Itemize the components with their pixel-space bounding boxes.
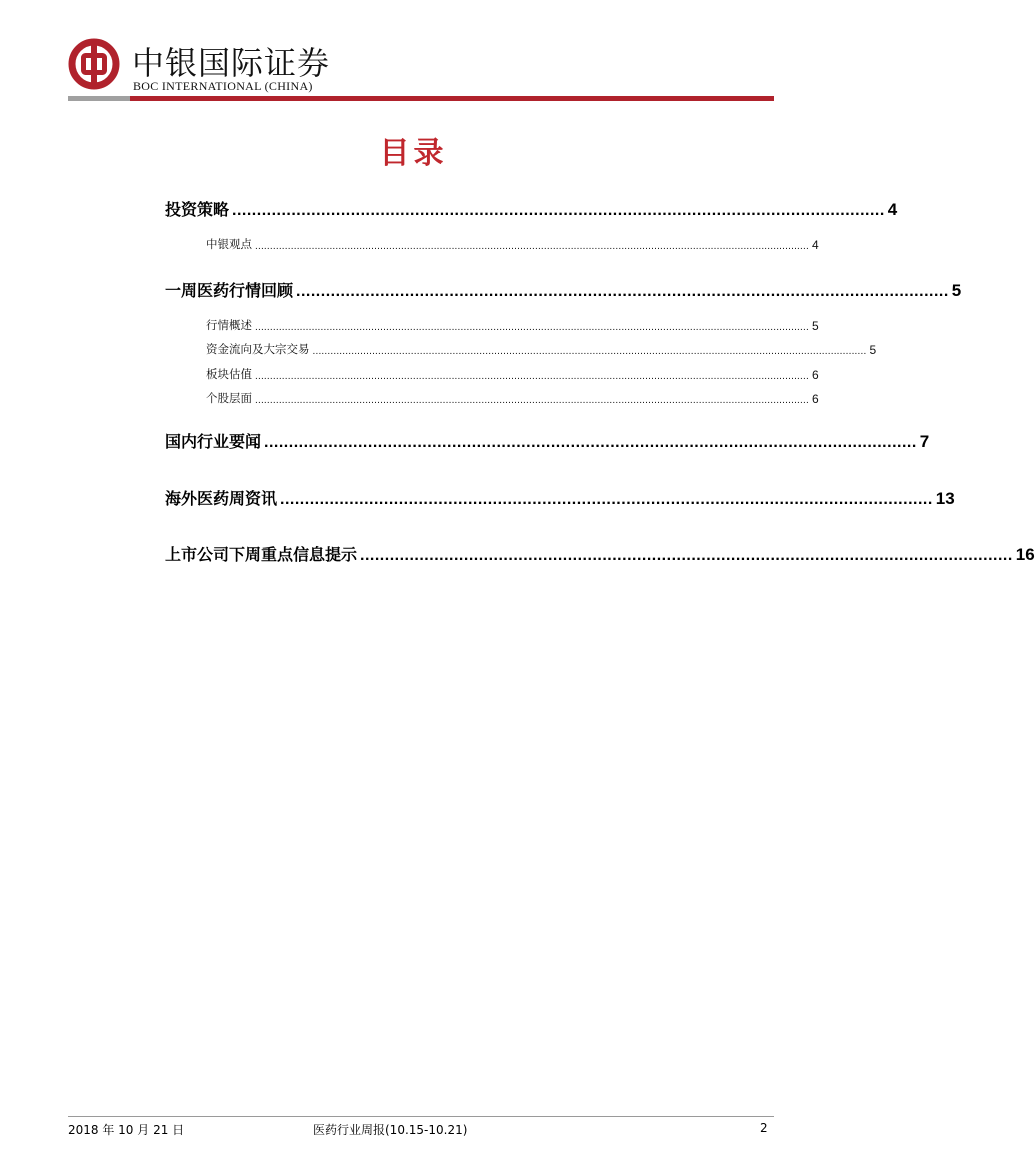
header-rule-red	[130, 96, 774, 101]
toc-entry[interactable]	[206, 341, 877, 357]
toc-leader: ..........................................................................................................................................................................................	[255, 241, 809, 252]
toc-entry-page: 5	[869, 343, 877, 357]
toc-entry-page: 7	[919, 432, 930, 451]
toc-leader: ..........................................................................................................................................................................................	[255, 395, 809, 406]
toc-leader: ..........................................................................................................................................................................................	[255, 322, 809, 333]
toc-entry[interactable]	[165, 487, 955, 509]
toc-entry[interactable]	[206, 236, 819, 252]
toc-entry[interactable]	[165, 198, 898, 220]
toc-entry-page: 4	[811, 238, 819, 252]
toc-entry-page: 4	[887, 200, 898, 219]
brand-name-english: BOC INTERNATIONAL (CHINA)	[133, 79, 313, 93]
toc-entry-label: 海外医药周资讯	[165, 489, 278, 508]
page-title: 目录	[379, 136, 448, 171]
toc-leader: ....................................................................................................................................	[232, 202, 885, 219]
toc-entry-label: 资金流向及大宗交易	[206, 342, 310, 356]
toc-entry[interactable]	[165, 279, 962, 301]
toc-entry-label: 国内行业要闻	[165, 432, 262, 451]
toc-entry-page: 5	[811, 319, 819, 333]
toc-entry-label: 中银观点	[206, 237, 252, 251]
toc-entry-page: 16	[1015, 545, 1035, 564]
toc-entry-label: 上市公司下周重点信息提示	[165, 545, 358, 564]
footer-rule	[68, 1116, 774, 1117]
boc-logo-icon	[68, 38, 120, 90]
toc-entry-page: 13	[935, 489, 955, 508]
footer-report-title: 医药行业周报(10.15-10.21)	[313, 1123, 468, 1137]
toc-entry-page: 6	[811, 392, 819, 406]
brand-name-chinese: 中银国际证券	[132, 44, 331, 82]
toc-entry-page: 6	[811, 368, 819, 382]
toc-entry[interactable]	[206, 366, 819, 382]
toc-entry[interactable]	[206, 390, 819, 406]
toc-leader: ..........................................................................................................................................................................................	[255, 371, 809, 382]
toc-leader: ....................................................................................................................................	[280, 491, 933, 508]
toc-leader: ....................................................................................................................................	[296, 283, 949, 300]
footer-page-number: 2	[760, 1121, 768, 1135]
toc-leader: ....................................................................................................................................	[360, 547, 1013, 564]
toc-leader: ..........................................................................................................................................................................................	[312, 346, 867, 357]
toc-entry[interactable]	[165, 543, 1035, 565]
toc-leader: ....................................................................................................................................	[264, 434, 917, 451]
toc-entry-label: 行情概述	[206, 318, 252, 332]
toc-entry-label: 个股层面	[206, 391, 252, 405]
toc-entry[interactable]	[206, 317, 819, 333]
toc-entry-label: 投资策略	[165, 200, 230, 219]
toc-entry[interactable]	[165, 430, 930, 452]
toc-entry-page: 5	[951, 281, 962, 300]
footer-date: 2018 年 10 月 21 日	[68, 1123, 185, 1137]
toc-entry-label: 一周医药行情回顾	[165, 281, 294, 300]
toc-entry-label: 板块估值	[206, 367, 252, 381]
header-rule-gray	[68, 96, 130, 101]
